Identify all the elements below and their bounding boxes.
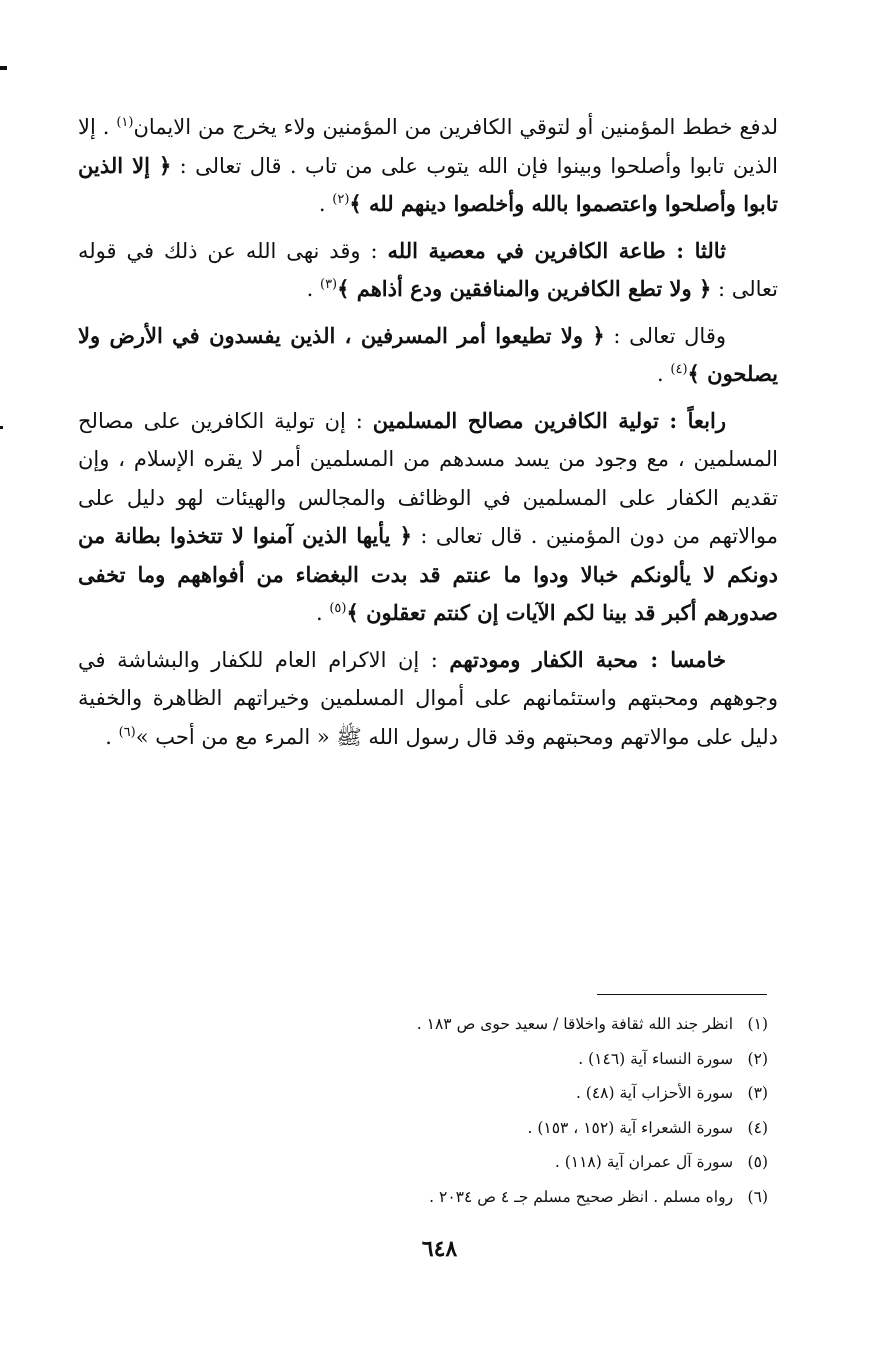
paragraph-text: لدفع خطط المؤمنين أو لتوقي الكافرين من المؤمنين ولاء يخرج من الايمان <box>133 115 779 139</box>
footnote-text: سورة النساء آية (١٤٦) . <box>578 1049 734 1068</box>
paragraph-3 <box>78 317 778 394</box>
footnote-number: (٥) <box>747 1153 768 1171</box>
paragraph-end: . <box>318 192 333 216</box>
page-body <box>78 108 778 764</box>
footnote-item <box>300 1111 768 1146</box>
paragraph-end: . <box>315 601 330 625</box>
verse-intro: قال تعالى : <box>171 153 282 178</box>
paragraph-end: . <box>105 724 119 749</box>
quran-verse: ﴿ إلا الذين تابوا وأصلحوا واعتصموا بالله وأخلصوا دينهم لله ﴾ <box>78 152 778 216</box>
paragraph-text: : إن الاكرام العام للكفار والبشاشة في وجوههم ومحبتهم واستئمانهم على أموال المسلمين وخيراتهم الظاهرة والخفية دليل على موالاتهم ومحبتهم وقد قال رسول الله ﷺ « المرء مع من أحب » <box>78 647 778 749</box>
scan-artifact <box>0 426 3 429</box>
quran-verse: ﴿ ولا تطيعوا أمر المسرفين ، الذين يفسدون في الأرض ولا يصلحون ﴾ <box>78 322 778 386</box>
paragraph-text: : إن تولية الكافرين على مصالح المسلمين ، مع وجود من يسد مسدهم من المسلمين أمر لا يقره الإسلام ، وإن تقديم الكفار على المسلمين في الوظائف والمجالس والهيئات لهو دليل على موالاتهم من دون المؤمنين . قال تعالى : <box>78 408 779 548</box>
paragraph-text: . إلا الذين تابوا وأصلحوا وبينوا فإن الله يتوب على من تاب . <box>78 115 778 178</box>
paragraph-text: : وقد نهى الله عن ذلك في قوله تعالى : <box>78 238 778 301</box>
footnote-text: سورة آل عمران آية (١١٨) . <box>554 1153 734 1171</box>
scan-artifact <box>0 66 7 70</box>
footnote-separator <box>597 994 767 995</box>
quran-verse: ﴿ يأيها الذين آمنوا لا تتخذوا بطانة من دونكم لا يألونكم خبالا ودوا ما عنتم قد بدت البغضاء من أفواههم وما تخفى صدورهم أكبر قد بينا لكم الآيات إن كنتم تعقلون ﴾ <box>78 523 778 625</box>
footnote-item <box>300 1076 768 1111</box>
footnote-number: (٢) <box>747 1049 768 1068</box>
paragraph-1 <box>78 108 778 224</box>
footnote-text: سورة الأحزاب آية (٤٨) . <box>575 1084 734 1102</box>
footnote-ref-1[interactable]: (١) <box>116 115 134 130</box>
paragraph-text: وقال تعالى : <box>604 323 727 348</box>
footnotes-list <box>300 1007 768 1214</box>
footnote-number: (٦) <box>747 1187 768 1206</box>
quran-verse: ﴿ ولا تطع الكافرين والمنافقين ودع أذاهم ﴾ <box>337 276 712 301</box>
page-number: ٦٤٨ <box>421 1236 458 1262</box>
footnote-text: انظر جند الله ثقافة واخلاقا / سعيد حوى ص ١٨٣ . <box>416 1015 734 1033</box>
footnote-item <box>300 1042 768 1077</box>
paragraph-4 <box>78 402 778 633</box>
section-heading: ثالثا : طاعة الكافرين في معصية الله <box>387 237 726 263</box>
paragraph-5 <box>78 641 778 757</box>
paragraph-2 <box>78 232 778 309</box>
footnote-text: سورة الشعراء آية (١٥٢ ، ١٥٣) . <box>527 1118 734 1137</box>
footnote-ref-2[interactable]: (٢) <box>332 192 350 207</box>
footnote-item <box>300 1145 768 1180</box>
section-heading: خامسا : محبة الكفار ومودتهم <box>449 646 726 672</box>
footnote-ref-5[interactable]: (٥) <box>329 601 347 616</box>
footnote-number: (١) <box>747 1015 768 1033</box>
footnote-ref-4[interactable]: (٤) <box>670 362 688 377</box>
footnote-ref-3[interactable]: (٣) <box>319 277 338 292</box>
paragraph-end: . <box>306 277 320 301</box>
paragraph-end: . <box>657 362 671 386</box>
footnote-item <box>300 1180 768 1215</box>
footnote-text: رواه مسلم . انظر صحيح مسلم جـ ٤ ص ٢٠٣٤ . <box>429 1187 734 1206</box>
footnote-number: (٣) <box>747 1084 768 1102</box>
footnote-ref-6[interactable]: (٦) <box>118 724 136 740</box>
section-heading: رابعاً : تولية الكافرين مصالح المسلمين <box>372 407 726 433</box>
footnote-item <box>300 1007 768 1042</box>
footnote-number: (٤) <box>747 1118 768 1137</box>
